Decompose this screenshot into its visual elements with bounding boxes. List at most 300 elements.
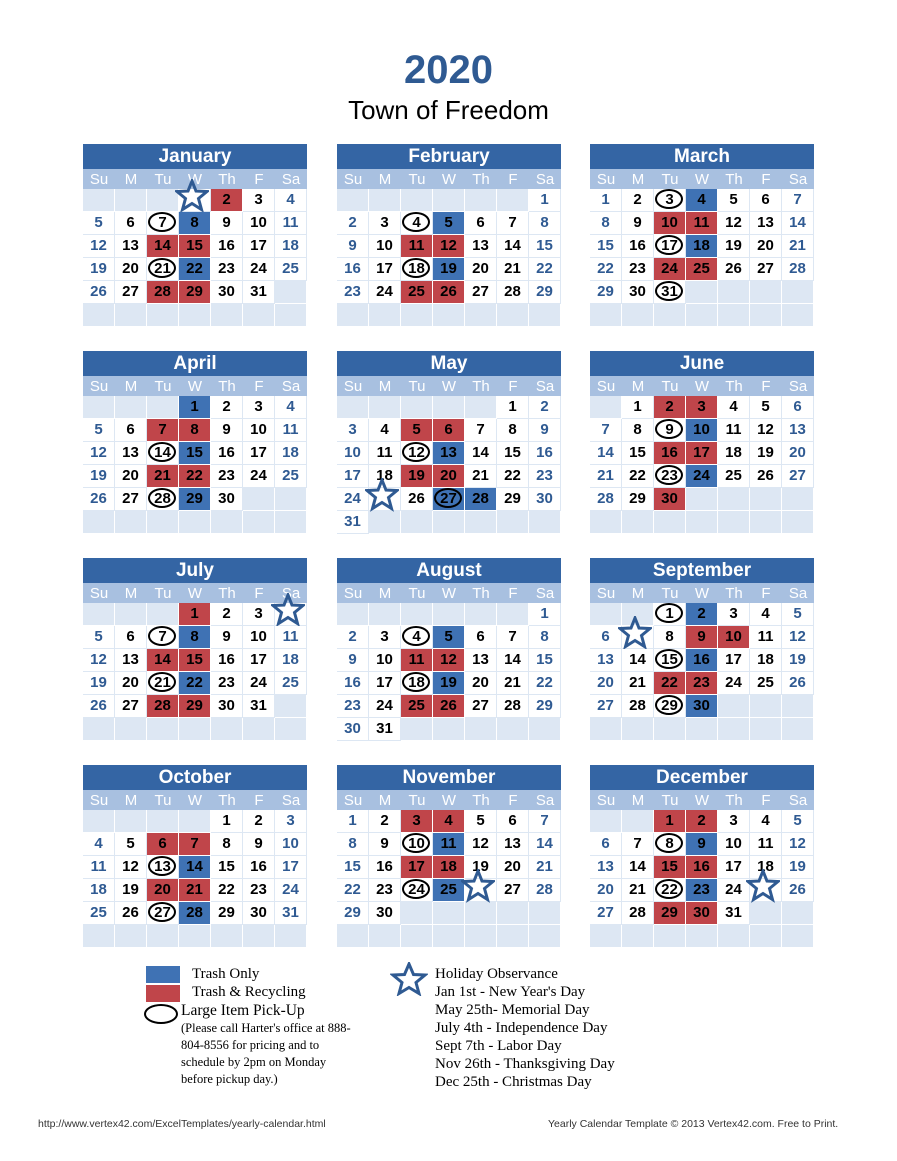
legend-trash-only: Trash Only [192, 966, 260, 982]
day-cell [115, 281, 147, 304]
day-cell [275, 465, 307, 488]
day-number: 20 [440, 467, 457, 484]
day-cell [750, 396, 782, 419]
weekday-label: Tu [408, 171, 426, 188]
weekday-label: Su [596, 792, 616, 809]
day-cell [686, 442, 718, 465]
empty-cell [147, 925, 179, 948]
day-cell [750, 235, 782, 258]
day-cell [433, 212, 465, 235]
empty-cell [622, 304, 654, 327]
day-cell [275, 856, 307, 879]
day-cell [83, 465, 115, 488]
day-number: 18 [440, 858, 457, 875]
town-name: Town of Freedom [348, 95, 549, 125]
day-number: 10 [693, 421, 710, 438]
empty-cell [497, 511, 529, 534]
day-cell [433, 235, 465, 258]
weekday-label: M [631, 171, 645, 188]
day-number: 2 [222, 191, 231, 208]
day-cell [654, 603, 686, 626]
day-cell [654, 649, 686, 672]
empty-cell [590, 396, 622, 419]
day-cell [654, 465, 686, 488]
day-cell [529, 258, 561, 281]
empty-cell [529, 718, 561, 741]
empty-cell [275, 718, 307, 741]
empty-cell [275, 281, 307, 304]
day-cell [718, 810, 750, 833]
empty-cell [337, 189, 369, 212]
day-number: 5 [94, 214, 103, 231]
weekday-label: Tu [154, 792, 172, 809]
day-number: 6 [508, 812, 517, 829]
day-cell [750, 258, 782, 281]
day-number: 30 [693, 697, 710, 714]
empty-cell [686, 718, 718, 741]
day-cell [622, 833, 654, 856]
day-number: 10 [376, 651, 393, 668]
day-number: 29 [536, 697, 553, 714]
day-cell [622, 258, 654, 281]
day-number: 15 [186, 651, 203, 668]
day-cell [147, 235, 179, 258]
day-number: 6 [158, 835, 167, 852]
day-cell [529, 189, 561, 212]
day-number: 2 [540, 398, 549, 415]
empty-cell [782, 902, 814, 925]
day-cell [433, 626, 465, 649]
day-number: 11 [282, 214, 299, 231]
day-number: 18 [376, 467, 393, 484]
day-cell [369, 833, 401, 856]
day-number: 1 [348, 812, 357, 829]
day-number: 22 [186, 674, 203, 691]
empty-cell [401, 718, 433, 741]
weekday-label: Tu [661, 378, 679, 395]
weekday-label: W [441, 378, 457, 395]
day-number: 17 [344, 467, 361, 484]
calendar-year: 2020 [404, 48, 493, 92]
empty-cell [718, 925, 750, 948]
day-number: 8 [348, 835, 357, 852]
day-cell [622, 281, 654, 304]
day-cell [401, 879, 433, 902]
day-cell [654, 879, 686, 902]
day-number: 2 [697, 605, 706, 622]
empty-cell [83, 925, 115, 948]
day-number: 12 [757, 421, 774, 438]
day-cell [179, 833, 211, 856]
day-cell [211, 419, 243, 442]
day-number: 3 [697, 398, 706, 415]
day-cell [433, 488, 465, 511]
month-january [83, 144, 307, 327]
day-cell [211, 212, 243, 235]
day-number: 27 [597, 904, 614, 921]
empty-cell [115, 189, 147, 212]
weekday-label: Su [343, 171, 363, 188]
month-title: September [590, 558, 814, 583]
holiday-star-icon [746, 869, 780, 903]
large-item-circle-icon [148, 488, 176, 508]
day-cell [369, 810, 401, 833]
large-item-circle-icon [402, 212, 430, 232]
footer-url-link[interactable]: http://www.vertex42.com/ExcelTemplates/yearly-calendar.html [38, 1118, 326, 1130]
day-number: 30 [250, 904, 267, 921]
day-cell [782, 856, 814, 879]
day-number: 15 [504, 444, 521, 461]
day-number: 11 [408, 237, 425, 254]
day-number: 18 [282, 237, 299, 254]
day-number: 14 [629, 858, 646, 875]
day-number: 13 [154, 858, 171, 875]
day-number: 23 [376, 881, 393, 898]
day-cell [275, 212, 307, 235]
day-number: 3 [412, 812, 421, 829]
day-cell [243, 442, 275, 465]
day-number: 13 [789, 421, 806, 438]
day-cell [590, 856, 622, 879]
day-cell [654, 258, 686, 281]
weekday-label: Tu [154, 585, 172, 602]
day-number: 25 [757, 674, 774, 691]
day-cell [275, 258, 307, 281]
day-cell [782, 258, 814, 281]
empty-cell [243, 925, 275, 948]
empty-cell [465, 902, 497, 925]
day-number: 11 [693, 214, 710, 231]
day-number: 14 [154, 444, 171, 461]
empty-cell [275, 695, 307, 718]
day-number: 4 [286, 398, 295, 415]
day-cell [750, 810, 782, 833]
day-number: 6 [126, 421, 135, 438]
day-number: 5 [793, 605, 802, 622]
day-cell [369, 212, 401, 235]
month-october [83, 765, 307, 948]
day-number: 21 [504, 674, 521, 691]
weekday-label: F [761, 171, 771, 188]
day-grid [83, 189, 307, 327]
day-cell [622, 419, 654, 442]
weekday-label: Sa [788, 792, 808, 809]
day-number: 1 [190, 605, 199, 622]
day-cell [433, 442, 465, 465]
day-number: 22 [661, 674, 678, 691]
day-cell [654, 189, 686, 212]
day-cell [718, 419, 750, 442]
day-cell [750, 442, 782, 465]
day-cell [654, 856, 686, 879]
day-number: 20 [122, 674, 139, 691]
day-cell [147, 281, 179, 304]
month-title: July [83, 558, 307, 583]
weekday-label: Tu [154, 171, 172, 188]
empty-cell [401, 603, 433, 626]
day-number: 29 [344, 904, 361, 921]
day-cell [590, 419, 622, 442]
day-number: 27 [789, 467, 806, 484]
empty-cell [529, 511, 561, 534]
empty-cell [433, 603, 465, 626]
day-cell [718, 902, 750, 925]
empty-cell [782, 488, 814, 511]
empty-cell [83, 511, 115, 534]
weekday-label: W [441, 171, 457, 188]
day-cell [275, 419, 307, 442]
day-cell [497, 212, 529, 235]
holiday-6: Dec 25th - Christmas Day [435, 1074, 592, 1090]
day-number: 4 [444, 812, 453, 829]
weekday-header [590, 583, 814, 603]
day-cell [686, 465, 718, 488]
day-cell [243, 396, 275, 419]
empty-cell [115, 304, 147, 327]
day-cell [622, 695, 654, 718]
large-item-circle-icon [655, 465, 683, 485]
weekday-label: W [187, 585, 203, 602]
day-number: 5 [729, 191, 738, 208]
day-number: 25 [725, 467, 742, 484]
day-number: 13 [472, 237, 489, 254]
empty-cell [465, 925, 497, 948]
large-item-circle-icon [655, 189, 683, 209]
day-number: 28 [536, 881, 553, 898]
day-number: 28 [154, 490, 171, 507]
day-number: 28 [789, 260, 806, 277]
day-number: 1 [601, 191, 610, 208]
day-number: 23 [661, 467, 678, 484]
day-number: 23 [536, 467, 553, 484]
day-cell [115, 488, 147, 511]
day-cell [622, 212, 654, 235]
empty-cell [718, 511, 750, 534]
day-number: 9 [697, 628, 706, 645]
day-cell [179, 603, 211, 626]
large-item-circle-icon [655, 833, 683, 853]
day-cell [622, 235, 654, 258]
day-number: 4 [286, 191, 295, 208]
day-cell [529, 281, 561, 304]
month-title: February [337, 144, 561, 169]
day-cell [686, 879, 718, 902]
day-cell [750, 419, 782, 442]
day-number: 28 [504, 697, 521, 714]
empty-cell [369, 304, 401, 327]
day-number: 18 [725, 444, 742, 461]
day-cell [275, 902, 307, 925]
large-item-circle-icon [148, 672, 176, 692]
day-cell [369, 856, 401, 879]
day-cell [83, 626, 115, 649]
weekday-label: Tu [408, 792, 426, 809]
day-number: 5 [761, 398, 770, 415]
day-cell [369, 419, 401, 442]
day-number: 30 [629, 283, 646, 300]
day-number: 23 [218, 467, 235, 484]
weekday-label: W [187, 171, 203, 188]
day-cell [83, 419, 115, 442]
weekday-label: Sa [281, 378, 301, 395]
holiday-star-icon [271, 593, 305, 627]
day-cell [337, 419, 369, 442]
day-grid [590, 189, 814, 327]
weekday-label: F [508, 378, 518, 395]
holiday-star-icon [618, 616, 652, 650]
day-cell [686, 258, 718, 281]
day-cell [718, 235, 750, 258]
empty-cell [465, 304, 497, 327]
day-number: 18 [408, 674, 425, 691]
day-number: 22 [661, 881, 678, 898]
day-cell [654, 235, 686, 258]
day-cell [83, 879, 115, 902]
month-august [337, 558, 561, 741]
day-cell [243, 189, 275, 212]
empty-cell [115, 396, 147, 419]
day-cell [718, 212, 750, 235]
day-grid [590, 603, 814, 741]
day-number: 3 [729, 605, 738, 622]
empty-cell [718, 718, 750, 741]
day-number: 4 [697, 191, 706, 208]
day-cell [750, 649, 782, 672]
day-grid [590, 810, 814, 948]
day-cell [275, 603, 307, 626]
day-number: 11 [757, 628, 774, 645]
day-cell [433, 258, 465, 281]
day-number: 5 [444, 628, 453, 645]
day-number: 17 [250, 444, 267, 461]
day-number: 19 [408, 467, 425, 484]
day-number: 20 [789, 444, 806, 461]
day-cell [718, 442, 750, 465]
day-number: 22 [536, 674, 553, 691]
empty-cell [369, 189, 401, 212]
day-number: 28 [154, 697, 171, 714]
day-cell [686, 419, 718, 442]
day-cell [590, 879, 622, 902]
empty-cell [718, 695, 750, 718]
empty-cell [686, 925, 718, 948]
empty-cell [275, 488, 307, 511]
day-cell [147, 258, 179, 281]
day-number: 29 [504, 490, 521, 507]
empty-cell [401, 304, 433, 327]
weekday-label: Su [89, 171, 109, 188]
month-november [337, 765, 561, 948]
day-number: 10 [344, 444, 361, 461]
empty-cell [686, 304, 718, 327]
day-number: 22 [186, 260, 203, 277]
day-cell [337, 856, 369, 879]
day-cell [782, 833, 814, 856]
day-cell [622, 672, 654, 695]
legend-large-item: Large Item Pick-Up [181, 1002, 305, 1019]
day-cell [529, 810, 561, 833]
day-cell [115, 672, 147, 695]
day-number: 17 [282, 858, 299, 875]
day-number: 15 [536, 651, 553, 668]
day-cell [433, 281, 465, 304]
day-number: 9 [348, 237, 357, 254]
day-cell [369, 902, 401, 925]
day-cell [590, 212, 622, 235]
weekday-label: Sa [281, 171, 301, 188]
day-number: 26 [90, 490, 107, 507]
day-number: 25 [408, 697, 425, 714]
empty-cell [590, 810, 622, 833]
day-cell [590, 649, 622, 672]
large-item-circle-icon [148, 258, 176, 278]
day-cell [590, 488, 622, 511]
day-cell [147, 442, 179, 465]
day-cell [686, 212, 718, 235]
large-item-circle-icon [148, 856, 176, 876]
weekday-header [337, 790, 561, 810]
day-cell [750, 189, 782, 212]
day-cell [718, 833, 750, 856]
day-number: 12 [440, 237, 457, 254]
weekday-label: Sa [788, 171, 808, 188]
day-cell [211, 396, 243, 419]
day-cell [147, 419, 179, 442]
day-number: 12 [90, 237, 107, 254]
day-cell [369, 281, 401, 304]
weekday-label: Th [725, 171, 743, 188]
day-number: 24 [282, 881, 299, 898]
day-cell [686, 649, 718, 672]
day-cell [686, 672, 718, 695]
day-cell [590, 281, 622, 304]
holiday-2: May 25th- Memorial Day [435, 1002, 590, 1018]
weekday-label: Tu [408, 378, 426, 395]
day-number: 29 [661, 904, 678, 921]
weekday-label: M [378, 792, 392, 809]
day-cell [497, 488, 529, 511]
day-cell [179, 396, 211, 419]
empty-cell [369, 925, 401, 948]
day-number: 31 [250, 697, 267, 714]
day-cell [179, 879, 211, 902]
empty-cell [401, 902, 433, 925]
empty-cell [590, 511, 622, 534]
empty-cell [750, 488, 782, 511]
day-number: 21 [504, 260, 521, 277]
weekday-label: Th [472, 378, 490, 395]
day-grid [337, 810, 561, 948]
day-cell [401, 833, 433, 856]
day-number: 19 [90, 674, 107, 691]
day-cell [211, 442, 243, 465]
day-number: 6 [126, 214, 135, 231]
day-cell [115, 235, 147, 258]
weekday-label: Sa [788, 585, 808, 602]
day-cell [782, 603, 814, 626]
weekday-header [337, 376, 561, 396]
day-number: 20 [122, 467, 139, 484]
day-number: 26 [90, 283, 107, 300]
empty-cell [782, 718, 814, 741]
day-number: 14 [504, 651, 521, 668]
day-cell [243, 235, 275, 258]
empty-cell [590, 304, 622, 327]
day-cell [275, 649, 307, 672]
day-number: 23 [344, 697, 361, 714]
day-cell [179, 419, 211, 442]
day-number: 16 [218, 444, 235, 461]
